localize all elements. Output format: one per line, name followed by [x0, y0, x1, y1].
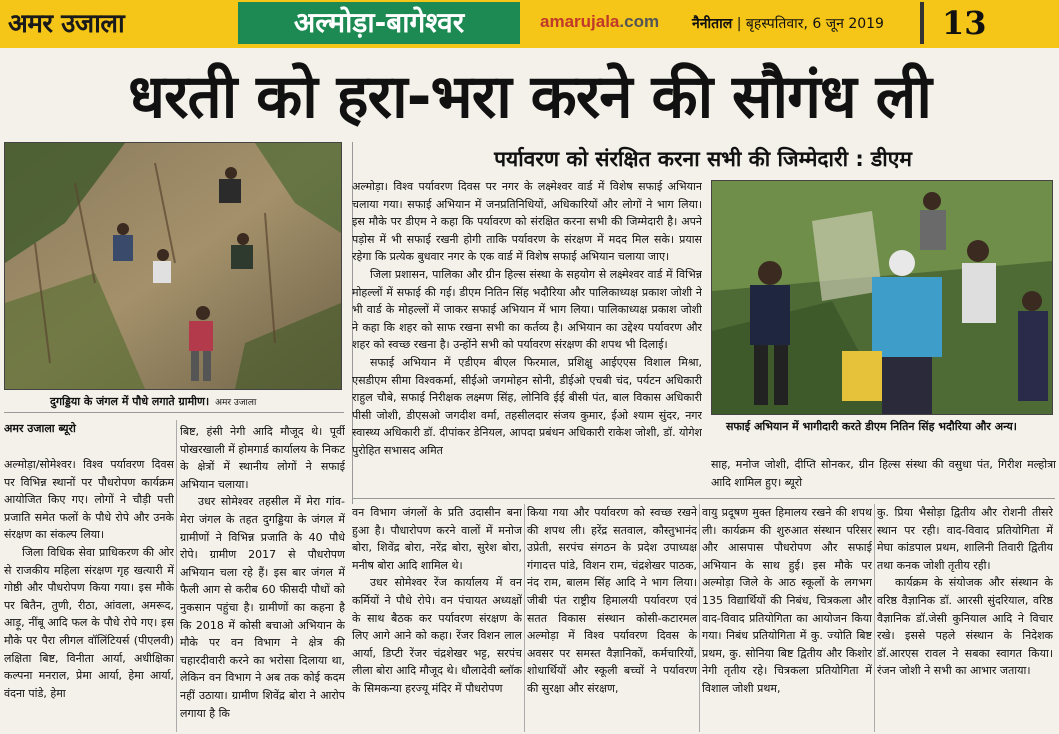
story-b-c6-para-2: कार्यक्रम के संयोजक और संस्थान के वरिष्ठ वैज्ञानिक डॉ. आरसी सुंदरियाल, वरिष्ठ वैज्ञानिक डॉ.जेसी कुनियाल आदि ने विचार रखे। इससे पहले संस्थान के निदेशक डॉ.आरएस रावल ने सबका स्वागत किया। रंजन जोशी ने सभी का आभार जताया।	[877, 576, 1053, 678]
dateline: नैनीताल | बृहस्पतिवार, 6 जून 2019	[692, 16, 884, 32]
story-b-c3-para-2: उधर सोमेश्वर रेंज कार्यालय में वन कर्मियों ने पौधे रोपे। वन पंचायत अध्यक्षों के साथ बैठक कर पर्यावरण संरक्षण के लिए आगे आने को कहा। रेंजर विशन लाल आर्या, डिप्टी रेंजर चंद्रशेखर भट्ट, सरपंच लीला बोरा आदि मौजूद थे। धौलादेवी ब्लॉक के सिमकन्या हरज्यू मंदिर में पौधरोपण	[352, 576, 522, 695]
story-b-c6-para-1: कु. प्रिया भैसोड़ा द्वितीय और रोशनी तीसरे स्थान पर रही। वाद-विवाद प्रतियोगिता में मेघा कांडपाल प्रथम, शालिनी तिवारी द्वितीय तथा कनक जोशी तृतीय रही।	[877, 506, 1053, 572]
site-domain: .com	[619, 12, 660, 31]
planting-photo-caption	[50, 394, 256, 409]
story-b-c1-para-2: जिला विधिक सेवा प्राधिकरण की ओर से राजकीय महिला संरक्षण गृह खत्यारी में गोष्ठी और पौधरोपण किया गया। इस मौके पर बितैन, तुणी, रीठा, आंवला, अमरूद, आड़ू, नींबू आदि फल के पौधे रोपे गए। इस मौके पर पैरा लीगल वॉलिंटियर्स (पीएलवी) लक्षिता बिष्ट, विनीता आर्या, अधीक्षिका कल्पना मनराल, प्रेमा आर्या, हेमा आर्या, वंदना पांडे, हेमा	[4, 545, 174, 700]
column-divider	[699, 504, 700, 732]
planting-photo-credit: अमर उजाला	[215, 398, 257, 408]
planting-caption-text: दुगड्डिया के जंगल में पौधे लगाते ग्रामीण।	[50, 395, 210, 408]
story-b-rule	[4, 412, 344, 413]
story-b-c2-para-1: बिष्ट, हंसी नेगी आदि मौजूद थे। पूर्वी पोखरखाली में होमगार्ड कार्यालय के निकट के क्षेत्रों में स्थानीय लोगों ने सफाई अभियान चलाया।	[180, 425, 345, 491]
story-b-column-6	[877, 504, 1053, 732]
planting-photo-image	[5, 143, 341, 389]
page-headline: धरती को हरा-भरा करने की सौगंध ली	[128, 62, 931, 132]
story-a-para-2: जिला प्रशासन, पालिका और ग्रीन हिल्स संस्था के सहयोग से लक्ष्मेश्वर वार्ड में विभिन्न मोहल्लों में सफाई की गई। डीएम नितिन सिंह भदौरिया और पालिकाध्यक्ष प्रकाश जोशी ने भी वार्ड के मोहल्लों में जाकर सफाई अभियान में भाग लिया। पालिकाध्यक्ष प्रकाश जोशी ने कहा कि शहर को साफ रखना सभी का कर्तव्य है। अभियान का उद्देश्य पर्यावरण और शहर को स्वच्छ रखना है। उन्होंने सभी को पर्यावरण संरक्षण की शपथ भी दिलाई।	[352, 267, 702, 352]
column-divider	[176, 420, 177, 732]
story-a-tail: साह, मनोज जोशी, दीप्ति सोनकर, ग्रीन हिल्स संस्था की वसुधा पंत, गिरीश मल्होत्रा आदि शामिल हुए। ब्यूरो	[711, 458, 1056, 489]
story-b-byline: अमर उजाला ब्यूरो	[4, 422, 76, 435]
story-a-continuation	[711, 456, 1056, 492]
story-b-c5-para-1: वायु प्रदूषण मुक्त हिमालय रखने की शपथ ली। कार्यक्रम की शुरुआत संस्थान परिसर और आसपास पौधरोपण और सफाई अभियान के साथ हुई। इस मौके पर अल्मोड़ा जिले के आठ स्कूलों के लगभग 135 विद्यार्थियों की निबंध, चित्रकला और वाद-विवाद प्रतियोगिता का आयोजन किया गया। निबंध प्रतियोगिता में कु. ज्योति बिष्ट प्रथम, कु. सोनिया बिष्ट द्वितीय और किशोर नेगी तृतीय रहे। चित्रकला प्रतियोगिता में विशाल जोशी प्रथम,	[702, 506, 872, 695]
story-a-para-3: सफाई अभियान में एडीएम बीएल फिरमाल, प्रशिक्षु आईएएस विशाल मिश्रा, एसडीएम सीमा विश्वकर्मा, सीईओ जगमोहन सोनी, डीईओ एचबी चंद, पर्यटन अधिकारी राहुल चौबे, सफाई निरीक्षक लक्ष्मण सिंह, लोनिवि ईई बीसी पंत, बाल विकास अधिकारी पीसी जोशी, डीएसओ जगदीश वर्मा, तहसीलदार संजय कुमार, ईओ श्याम सुंदर, नगर स्वास्थ्य अधिकारी डॉ. दीपांकर डेनियल, आपदा प्रबंधन अधिकारी राकेश जोशी, डॉ. योगेश पुरोहित सभासद अमित	[352, 355, 702, 457]
section-rule	[352, 498, 1055, 499]
story-b-column-4	[527, 504, 697, 732]
story-b-c1-para-1: अल्मोड़ा/सोमेश्वर। विश्व पर्यावरण दिवस पर विभिन्न स्थानों पर पौधरोपण कार्यक्रम आयोजित किए गए। लोगों ने चौड़ी पत्ती प्रजाति समेत फलों के पौधे रोपे और उनके संरक्षण का संकल्प लिया।	[4, 458, 174, 542]
dateline-city: नैनीताल	[692, 16, 733, 32]
story-b-column-5	[702, 504, 872, 732]
column-divider	[874, 504, 875, 732]
planting-photo	[4, 142, 342, 390]
story-a-para-1: अल्मोड़ा। विश्व पर्यावरण दिवस पर नगर के लक्ष्मेश्वर वार्ड में विशेष सफाई अभियान चलाया गया। सफाई अभियान में जनप्रतिनिधियों, अधिकारियों और लोगों ने भाग लिया। इस मौके पर डीएम ने कहा कि पर्यावरण को संरक्षित करना सभी की जिम्मेदारी है। अपने पड़ोस में भी सफाई रखनी होगी ताकि पर्यावरण के संरक्षण में मदद मिल सके। प्रयास रहेगा कि प्रत्येक बुधवार नगर के एक वार्ड में विशेष सफाई अभियान चलाया जाए।	[352, 180, 702, 264]
cleanliness-photo	[711, 180, 1053, 415]
cleanliness-photo-caption: सफाई अभियान में भागीदारी करते डीएम नितिन सिंह भदौरिया और अन्य।	[726, 420, 1017, 433]
column-divider	[524, 504, 525, 732]
story-b-column-3	[352, 504, 522, 732]
site-link[interactable]	[540, 12, 659, 32]
dateline-date: बृहस्पतिवार, 6 जून 2019	[745, 16, 884, 32]
story-b-c4-para-1: किया गया और पर्यावरण को स्वच्छ रखने की शपथ ली। हरेंद्र सतवाल, कौस्तुभानंद उप्रेती, सरपंच संगठन के प्रदेश उपाध्यक्ष गंगादत्त पांडे, विशन राम, चंद्रशेखर पाठक, नंद राम, बालम सिंह आदि ने भाग लिया। जीबी पंत राष्ट्रीय हिमालयी पर्यावरण एवं सतत विकास संस्थान कोसी-कटारमल अल्मोड़ा में विश्व पर्यावरण दिवस के अवसर पर समस्त वैज्ञानिकों, कर्मचारियों, शोधार्थियों और स्कूली बच्चों ने पर्यावरण की सुरक्षा और संरक्षण,	[527, 506, 697, 695]
story-a-title: पर्यावरण को संरक्षित करना सभी की जिम्मेदारी : डीएम	[494, 147, 912, 171]
page-number: 13	[920, 2, 1040, 44]
story-b-c3-para-1: वन विभाग जंगलों के प्रति उदासीन बना हुआ है। पौधारोपण करने वालों में मनोज बोरा, शिवेंद्र बोरा, नरेंद्र बोरा, सुरेश बोरा, मनीष बोरा आदि शामिल थे।	[352, 506, 522, 572]
story-b-column-1	[4, 456, 174, 732]
cleanliness-photo-image	[712, 181, 1052, 414]
story-b-c2-para-2: उधर सोमेश्वर तहसील में मेरा गांव-मेरा जंगल के तहत दुगड्डिया के जंगल में ग्रामीणों ने विभिन्न प्रजाति के 40 पौधे रोपे। ग्रामीण 2017 से पौधरोपण अभियान चला रहे हैं। इस बार जंगल में फैली आग से करीब 60 फीसदी पौधों को नुकसान पहुंचा है। ग्रामीणों का कहना है कि 2018 में कोसी बचाओ अभियान के मौके पर वन विभाग ने क्षेत्र की चहारदीवारी करने का भरोसा दिलाया था, लेकिन वन विभाग ने अब तक कोई कदम नहीं उठाया। ग्रामीण शिवेंद्र बोरा ने आरोप लगाया है कि	[180, 495, 345, 720]
site-name: amarujala	[540, 12, 620, 31]
story-b-column-2	[180, 423, 345, 732]
edition-title: अल्मोड़ा-बागेश्वर	[238, 2, 520, 44]
brand-logo[interactable]: अमर उजाला	[8, 9, 125, 39]
story-a-body	[352, 178, 702, 460]
